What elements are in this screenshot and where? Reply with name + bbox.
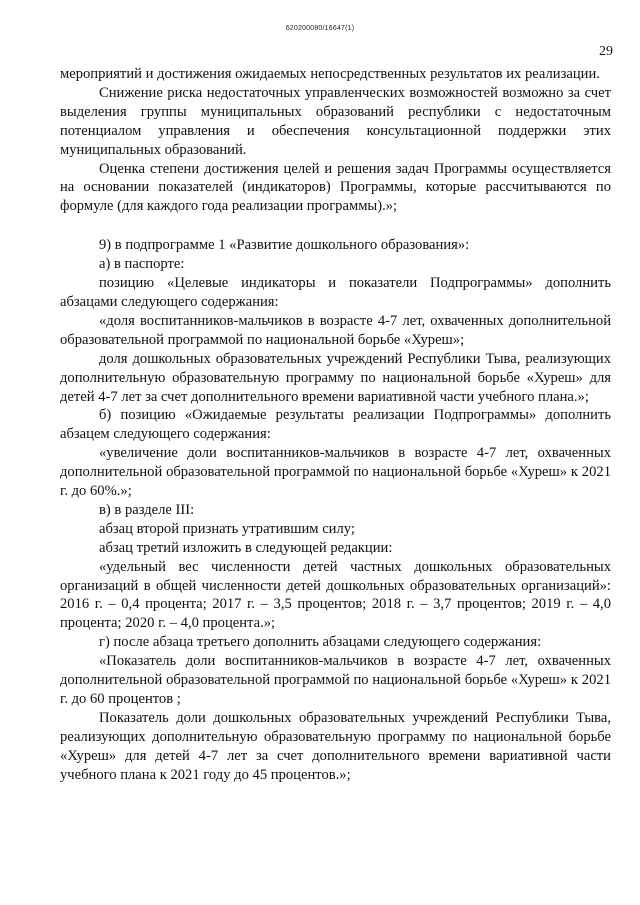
document-body (60, 65, 611, 785)
paragraph: 9) в подпрограмме 1 «Развитие дошкольного образования»: (99, 237, 470, 254)
paragraph-gap (60, 216, 611, 236)
paragraph: доля дошкольных образовательных учреждений Республики Тыва, реализующих дополнительную образовательную программу по национальной борьбе «Хуреш» для детей 4-7 лет за счет дополнительного времени вариативной части учебного плана.»; (60, 350, 611, 405)
paragraph: в) в разделе III: (99, 501, 195, 518)
paragraph: «удельный вес численности детей частных дошкольных образовательных организаций в общей численности детей дошкольных образовательных организаций»: 2016 г. – 0,4 процента; 2017 г. – 3,5 процентов; 2018 г. – 3,7 процентов; 2019 г. – 4,0 процента; 2020 г. – 4,0 процента.»; (60, 558, 611, 632)
paragraph: «доля воспитанников-мальчиков в возрасте 4-7 лет, охваченных дополнительной образовательной программой по национальной борьбе «Хуреш»; (60, 312, 611, 348)
paragraph: г) после абзаца третьего дополнить абзацами следующего содержания: (99, 634, 542, 651)
paragraph: Снижение риска недостаточных управленческих возможностей возможно за счет выделения группы муниципальных образований республики с недостаточным потенциалом управления и обеспечения консультационной поддержки этих муниципальных образований. (60, 84, 611, 158)
paragraph: а) в паспорте: (99, 256, 185, 273)
paragraph: Оценка степени достижения целей и решения задач Программы осуществляется на основании показателей (индикаторов) Программы, которые рассчитываются по формуле (для каждого года реализации программы).»; (60, 160, 611, 215)
paragraph: «увеличение доли воспитанников-мальчиков в возрасте 4-7 лет, охваченных дополнительной образовательной программой по национальной борьбе «Хуреш» к 2021 г. до 60%.»; (60, 445, 611, 500)
document-id: 620200080/16647(1) (285, 25, 355, 32)
paragraph: мероприятий и достижения ожидаемых непосредственных результатов их реализации. (60, 66, 600, 82)
paragraph: «Показатель доли воспитанников-мальчиков в возрасте 4-7 лет, охваченных дополнительной образовательной программой по национальной борьбе «Хуреш» к 2021 г. до 60 процентов ; (60, 653, 611, 707)
paragraph: абзац третий изложить в следующей редакции: (99, 539, 393, 556)
paragraph: б) позицию «Ожидаемые результаты реализации Подпрограммы» дополнить абзацем следующего содержания: (60, 407, 611, 443)
paragraph: Показатель доли дошкольных образовательных учреждений Республики Тыва, реализующих дополнительную образовательную программу по национальной борьбе «Хуреш» для детей 4-7 лет за счет дополнительного времени вариативной части учебного плана к 2021 году до 45 процентов.»; (60, 709, 611, 783)
paragraph: позицию «Целевые индикаторы и показатели Подпрограммы» дополнить абзацами следующего содержания: (60, 275, 611, 310)
page-number: 29 (599, 44, 613, 59)
paragraph: абзац второй признать утратившим силу; (99, 520, 355, 537)
